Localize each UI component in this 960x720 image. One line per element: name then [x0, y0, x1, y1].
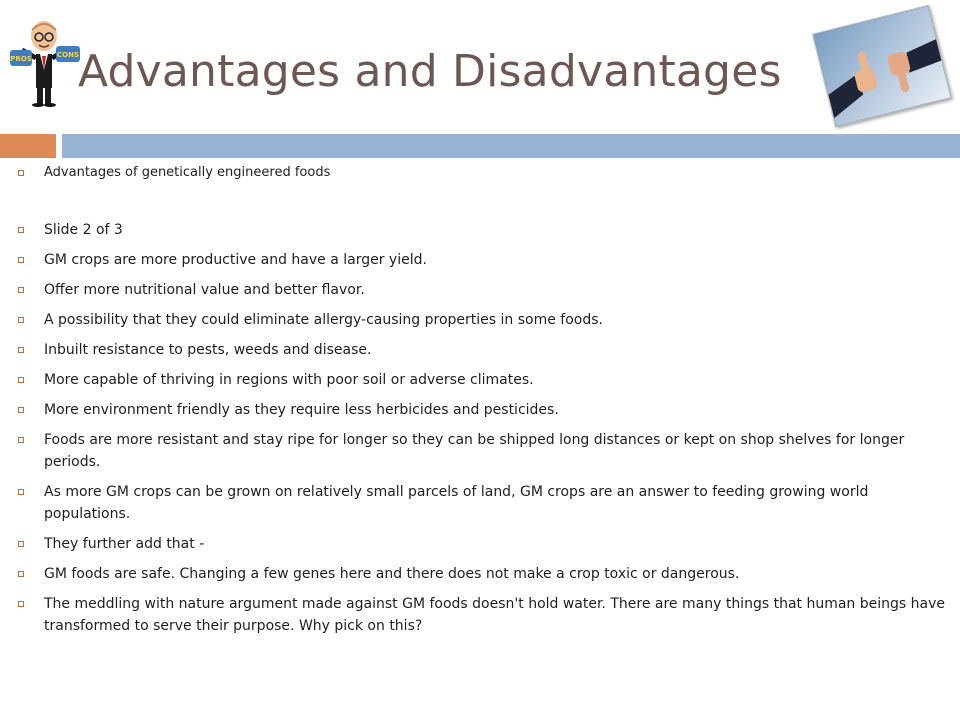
pros-cons-character-icon	[8, 10, 82, 110]
slide-body	[14, 162, 954, 645]
square-bullet-icon	[18, 541, 24, 547]
bullet-item: Advantages of genetically engineered foods	[14, 162, 954, 184]
square-bullet-icon	[18, 377, 24, 383]
slide-title: Advantages and Disadvantages	[78, 46, 782, 97]
svg-text:PROS: PROS	[10, 55, 32, 63]
square-bullet-icon	[18, 257, 24, 263]
square-bullet-icon	[18, 317, 24, 323]
bullet-item: They further add that -	[14, 533, 954, 555]
square-bullet-icon	[18, 347, 24, 353]
svg-text:CONS: CONS	[57, 51, 79, 59]
bullet-list	[14, 162, 954, 637]
square-bullet-icon	[18, 287, 24, 293]
bullet-item: A possibility that they could eliminate allergy-causing properties in some foods.	[14, 309, 954, 331]
square-bullet-icon	[18, 601, 24, 607]
square-bullet-icon	[18, 227, 24, 233]
bullet-item: Offer more nutritional value and better flavor.	[14, 279, 954, 301]
bullet-item: More environment friendly as they require less herbicides and pesticides.	[14, 399, 954, 421]
bullet-item: More capable of thriving in regions with poor soil or adverse climates.	[14, 369, 954, 391]
bullet-item: GM crops are more productive and have a larger yield.	[14, 249, 954, 271]
square-bullet-icon	[18, 489, 24, 495]
bullet-item: Inbuilt resistance to pests, weeds and disease.	[14, 339, 954, 361]
bullet-item: As more GM crops can be grown on relatively small parcels of land, GM crops are an answer to feeding growing world populations.	[14, 481, 954, 525]
thumbs-up-thumbs-down-photo	[812, 5, 952, 127]
bullet-item: GM foods are safe. Changing a few genes here and there does not make a crop toxic or dangerous.	[14, 563, 954, 585]
bullet-item: Foods are more resistant and stay ripe for longer so they can be shipped long distances or kept on shop shelves for longer periods.	[14, 429, 954, 473]
bullet-item: The meddling with nature argument made against GM foods doesn't hold water. There are many things that human beings have transformed to serve their purpose. Why pick on this?	[14, 593, 954, 637]
square-bullet-icon	[18, 571, 24, 577]
square-bullet-icon	[18, 407, 24, 413]
square-bullet-icon	[18, 170, 24, 176]
accent-bar-blue	[62, 134, 960, 158]
accent-bar-orange	[0, 134, 56, 158]
square-bullet-icon	[18, 437, 24, 443]
bullet-item: Slide 2 of 3	[14, 219, 954, 241]
